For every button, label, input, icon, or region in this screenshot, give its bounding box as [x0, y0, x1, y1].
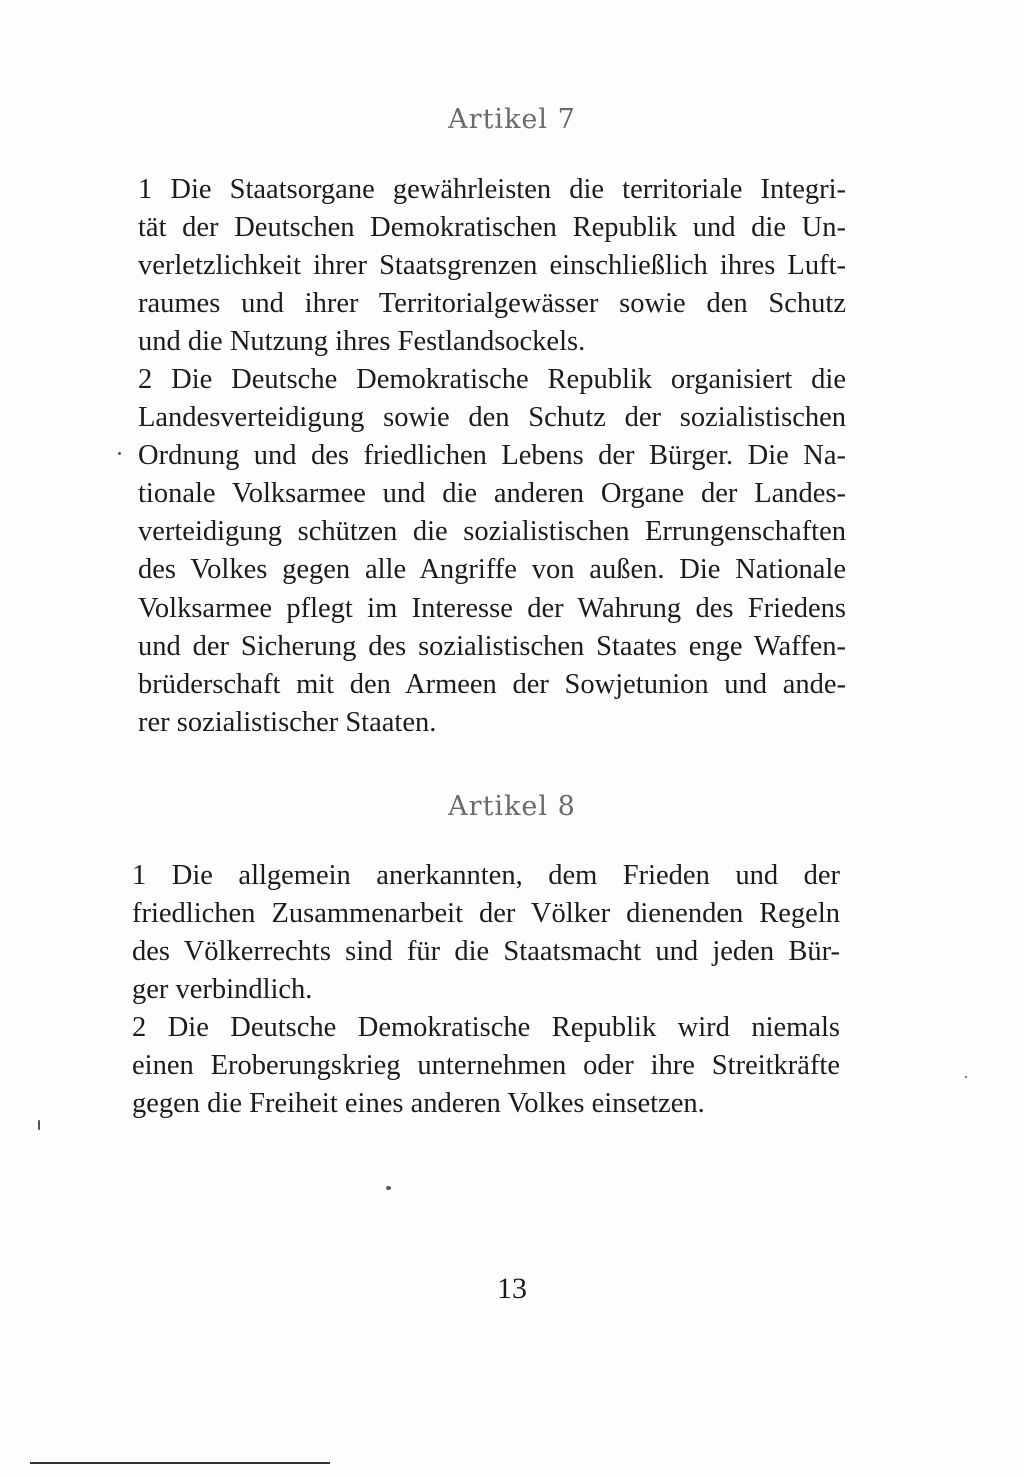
text-line: friedlichen Zusammenarbeit der Völker dienenden Regeln	[132, 898, 840, 930]
text-line: gegen die Freiheit eines anderen Volkes einsetzen.	[132, 1088, 705, 1120]
text-line: Landesverteidigung sowie den Schutz der sozialistischen	[138, 402, 846, 434]
text-line: rer sozialistischer Staaten.	[138, 706, 437, 738]
text-line: 2 Die Deutsche Demokratische Republik wird niemals	[132, 1012, 840, 1043]
text-line: ger verbindlich.	[132, 974, 313, 1006]
scan-speck	[965, 1076, 967, 1078]
text-line: und der Sicherung des sozialistischen Staates enge Waffen-	[138, 630, 846, 662]
text-line: 1 Die Staatsorgane gewährleisten die territoriale Integri-	[138, 174, 846, 205]
scan-speck	[386, 1186, 391, 1190]
text-line: tät der Deutschen Demokratischen Republik und die Un-	[138, 212, 846, 244]
article-8-title: Artikel 8	[448, 791, 576, 822]
bottom-scan-edge	[30, 1462, 330, 1464]
article-7-title: Artikel 7	[448, 104, 576, 135]
text-line: Volksarmee pflegt im Interesse der Wahrung des Friedens	[138, 592, 846, 624]
text-line: des Völkerrechts sind für die Staatsmacht und jeden Bür-	[132, 936, 840, 968]
text-line: verletzlichkeit ihrer Staatsgrenzen einschließlich ihres Luft-	[138, 250, 846, 282]
text-line: des Volkes gegen alle Angriffe von außen. Die Nationale	[138, 554, 846, 586]
text-line: tionale Volksarmee und die anderen Organe der Landes-	[138, 478, 846, 510]
text-line: raumes und ihrer Territorialgewässer sowie den Schutz	[138, 288, 846, 320]
scan-speck	[38, 1120, 40, 1130]
text-line: Ordnung und des friedlichen Lebens der Bürger. Die Na-	[138, 440, 846, 472]
text-line: verteidigung schützen die sozialistischen Errungenschaften	[138, 516, 846, 548]
article-7-paragraph-2	[138, 361, 846, 742]
article-8-paragraph-1	[132, 857, 840, 1009]
scan-speck	[118, 452, 121, 455]
text-line: einen Eroberungskrieg unternehmen oder ihre Streitkräfte	[132, 1050, 840, 1082]
page-number: 13	[497, 1272, 527, 1305]
text-line: brüderschaft mit den Armeen der Sowjetunion und ande-	[138, 668, 846, 700]
text-line: 1 Die allgemein anerkannten, dem Frieden und der	[132, 860, 840, 891]
text-line: und die Nutzung ihres Festlandsockels.	[138, 326, 586, 358]
article-7-paragraph-1	[138, 171, 846, 361]
text-line: 2 Die Deutsche Demokratische Republik organisiert die	[138, 364, 846, 395]
article-8-paragraph-2	[132, 1009, 840, 1123]
